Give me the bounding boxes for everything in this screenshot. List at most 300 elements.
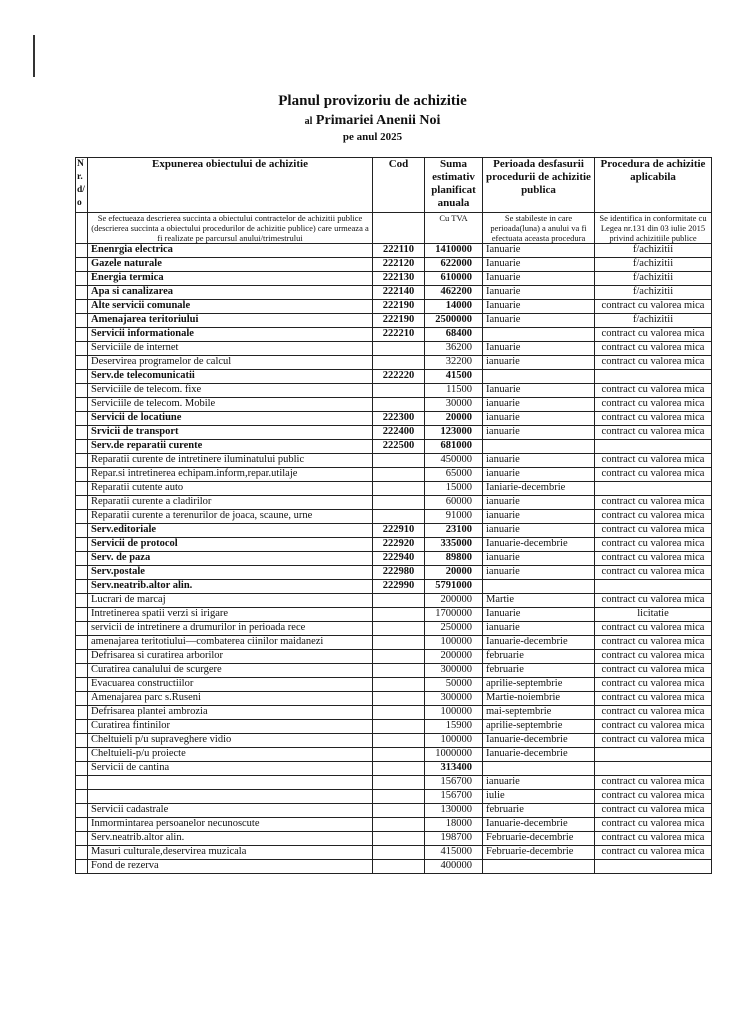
table-row xyxy=(76,342,712,356)
suma-cell: 41500 xyxy=(425,370,483,384)
cod-cell xyxy=(373,510,425,524)
suma-cell: 462200 xyxy=(425,286,483,300)
perioada-cell: Ianuarie xyxy=(483,286,595,300)
perioada-cell: Ianuarie-decembrie xyxy=(483,748,595,762)
cod-cell: 222500 xyxy=(373,440,425,454)
nr-cell xyxy=(76,398,88,412)
procedura-cell: contract cu valorea mica xyxy=(595,776,712,790)
item-name-cell: Defrisarea plantei ambrozia xyxy=(88,706,373,720)
procedura-cell: contract cu valorea mica xyxy=(595,524,712,538)
procedura-cell: f/achizitii xyxy=(595,314,712,328)
suma-cell: 622000 xyxy=(425,258,483,272)
nr-cell xyxy=(76,706,88,720)
procedura-cell xyxy=(595,440,712,454)
table-row xyxy=(76,496,712,510)
cod-cell xyxy=(373,454,425,468)
table-row xyxy=(76,314,712,328)
nr-cell xyxy=(76,426,88,440)
table-row xyxy=(76,608,712,622)
perioada-cell: ianuarie xyxy=(483,426,595,440)
perioada-cell: ianuarie xyxy=(483,356,595,370)
suma-cell: 200000 xyxy=(425,650,483,664)
nr-cell xyxy=(76,454,88,468)
nr-cell xyxy=(76,370,88,384)
table-row xyxy=(76,566,712,580)
table-row xyxy=(76,356,712,370)
item-name-cell: Amenajarea teritoriului xyxy=(88,314,373,328)
suma-cell: 30000 xyxy=(425,398,483,412)
procedura-cell: contract cu valorea mica xyxy=(595,678,712,692)
item-name-cell: Servicii informationale xyxy=(88,328,373,342)
suma-cell: 335000 xyxy=(425,538,483,552)
table-row xyxy=(76,706,712,720)
item-name-cell: Curatirea canalului de scurgere xyxy=(88,664,373,678)
cod-cell xyxy=(373,664,425,678)
perioada-cell xyxy=(483,762,595,776)
cod-cell: 222130 xyxy=(373,272,425,286)
suma-cell: 100000 xyxy=(425,734,483,748)
table-row xyxy=(76,286,712,300)
item-name-cell: Gazele naturale xyxy=(88,258,373,272)
table-row xyxy=(76,398,712,412)
perioada-cell: ianuarie xyxy=(483,524,595,538)
suma-cell: 11500 xyxy=(425,384,483,398)
nr-cell xyxy=(76,776,88,790)
table-row xyxy=(76,594,712,608)
desc-nr xyxy=(76,213,88,244)
suma-cell: 60000 xyxy=(425,496,483,510)
suma-cell: 681000 xyxy=(425,440,483,454)
nr-cell xyxy=(76,272,88,286)
suma-cell: 123000 xyxy=(425,426,483,440)
perioada-cell: ianuarie xyxy=(483,566,595,580)
procedura-cell: contract cu valorea mica xyxy=(595,538,712,552)
procedura-cell: licitatie xyxy=(595,608,712,622)
procedura-cell xyxy=(595,580,712,594)
nr-cell xyxy=(76,496,88,510)
item-name-cell: Serv.de telecomunicatii xyxy=(88,370,373,384)
suma-cell: 450000 xyxy=(425,454,483,468)
procedura-cell: f/achizitii xyxy=(595,258,712,272)
cod-cell: 222220 xyxy=(373,370,425,384)
document-year: pe anul 2025 xyxy=(342,131,403,143)
nr-cell xyxy=(76,580,88,594)
table-row xyxy=(76,482,712,496)
procedura-cell: contract cu valorea mica xyxy=(595,300,712,314)
item-name-cell: Amenajarea parc s.Ruseni xyxy=(88,692,373,706)
perioada-cell xyxy=(483,580,595,594)
cod-cell xyxy=(373,846,425,860)
suma-cell: 20000 xyxy=(425,566,483,580)
nr-cell xyxy=(76,650,88,664)
perioada-cell: ianuarie xyxy=(483,398,595,412)
nr-cell xyxy=(76,748,88,762)
item-name-cell: amenajarea teritotiului—combaterea ciinilor maidanezi xyxy=(88,636,373,650)
procedura-cell: contract cu valorea mica xyxy=(595,342,712,356)
nr-cell xyxy=(76,412,88,426)
cod-cell xyxy=(373,734,425,748)
procedura-cell: contract cu valorea mica xyxy=(595,692,712,706)
procedura-cell: contract cu valorea mica xyxy=(595,846,712,860)
item-name-cell: Serv.editoriale xyxy=(88,524,373,538)
perioada-cell: ianuarie xyxy=(483,496,595,510)
perioada-cell: Ianuarie xyxy=(483,342,595,356)
procedura-cell: contract cu valorea mica xyxy=(595,426,712,440)
cod-cell: 222980 xyxy=(373,566,425,580)
table-row xyxy=(76,804,712,818)
perioada-cell: Ianuarie xyxy=(483,314,595,328)
procedura-cell: contract cu valorea mica xyxy=(595,650,712,664)
perioada-cell: ianuarie xyxy=(483,552,595,566)
header-row xyxy=(76,158,712,213)
cod-cell xyxy=(373,398,425,412)
nr-cell xyxy=(76,678,88,692)
suma-cell: 68400 xyxy=(425,328,483,342)
suma-cell: 2500000 xyxy=(425,314,483,328)
desc-suma: Cu TVA xyxy=(425,213,483,244)
suma-cell: 91000 xyxy=(425,510,483,524)
item-name-cell: Srvicii de transport xyxy=(88,426,373,440)
item-name-cell: Serv.postale xyxy=(88,566,373,580)
table-row xyxy=(76,664,712,678)
procedura-cell: contract cu valorea mica xyxy=(595,454,712,468)
table-row xyxy=(76,384,712,398)
nr-cell xyxy=(76,510,88,524)
procedura-cell: f/achizitii xyxy=(595,244,712,258)
cod-cell: 222990 xyxy=(373,580,425,594)
table-row xyxy=(76,328,712,342)
nr-cell xyxy=(76,314,88,328)
perioada-cell xyxy=(483,370,595,384)
cod-cell xyxy=(373,832,425,846)
suma-cell: 156700 xyxy=(425,776,483,790)
item-name-cell: Defrisarea si curatirea arborilor xyxy=(88,650,373,664)
suma-cell: 400000 xyxy=(425,860,483,874)
cod-cell xyxy=(373,762,425,776)
suma-cell: 250000 xyxy=(425,622,483,636)
table-row xyxy=(76,846,712,860)
nr-cell xyxy=(76,790,88,804)
perioada-cell: Ianuarie-decembrie xyxy=(483,818,595,832)
nr-cell xyxy=(76,328,88,342)
perioada-cell: ianuarie xyxy=(483,412,595,426)
cod-cell xyxy=(373,496,425,510)
table-row xyxy=(76,426,712,440)
item-name-cell: Apa si canalizarea xyxy=(88,286,373,300)
suma-cell: 36200 xyxy=(425,342,483,356)
procedura-cell: contract cu valorea mica xyxy=(595,622,712,636)
procedura-cell xyxy=(595,762,712,776)
perioada-cell: februarie xyxy=(483,804,595,818)
document-title: Planul provizoriu de achizitie xyxy=(278,93,467,109)
table-row xyxy=(76,468,712,482)
item-name-cell: Serviciile de telecom. Mobile xyxy=(88,398,373,412)
nr-cell xyxy=(76,692,88,706)
table-row xyxy=(76,790,712,804)
nr-cell xyxy=(76,622,88,636)
procedura-cell: contract cu valorea mica xyxy=(595,468,712,482)
suma-cell: 5791000 xyxy=(425,580,483,594)
procedura-cell xyxy=(595,860,712,874)
table-row xyxy=(76,552,712,566)
cod-cell: 222120 xyxy=(373,258,425,272)
nr-cell xyxy=(76,566,88,580)
suma-cell: 610000 xyxy=(425,272,483,286)
suma-cell: 300000 xyxy=(425,664,483,678)
table-row xyxy=(76,524,712,538)
perioada-cell: aprilie-septembrie xyxy=(483,720,595,734)
table-row xyxy=(76,776,712,790)
nr-cell xyxy=(76,286,88,300)
nr-cell xyxy=(76,342,88,356)
item-name-cell: Inmormintarea persoanelor necunoscute xyxy=(88,818,373,832)
cod-cell xyxy=(373,818,425,832)
nr-cell xyxy=(76,524,88,538)
nr-cell xyxy=(76,636,88,650)
header-obiect: Expunerea obiectului de achizitie xyxy=(88,158,373,213)
cod-cell xyxy=(373,678,425,692)
procedura-cell: f/achizitii xyxy=(595,286,712,300)
scan-edge-mark xyxy=(33,35,35,77)
item-name-cell: Alte servicii comunale xyxy=(88,300,373,314)
table-row xyxy=(76,412,712,426)
item-name-cell: Servicii de locatiune xyxy=(88,412,373,426)
procedura-cell: contract cu valorea mica xyxy=(595,664,712,678)
procedura-cell: contract cu valorea mica xyxy=(595,790,712,804)
suma-cell: 300000 xyxy=(425,692,483,706)
table-row xyxy=(76,272,712,286)
item-name-cell: Enenrgia electrica xyxy=(88,244,373,258)
perioada-cell: Ianuarie xyxy=(483,244,595,258)
nr-cell xyxy=(76,846,88,860)
table-row xyxy=(76,748,712,762)
nr-cell xyxy=(76,594,88,608)
procedura-cell: contract cu valorea mica xyxy=(595,594,712,608)
description-row xyxy=(76,213,712,244)
procedura-cell: contract cu valorea mica xyxy=(595,398,712,412)
suma-cell: 1700000 xyxy=(425,608,483,622)
item-name-cell: Reparatii curente a cladirilor xyxy=(88,496,373,510)
perioada-cell: Ianuarie xyxy=(483,384,595,398)
item-name-cell: Servicii cadastrale xyxy=(88,804,373,818)
item-name-cell: Cheltuieli p/u supraveghere vidio xyxy=(88,734,373,748)
item-name-cell: Fond de rezerva xyxy=(88,860,373,874)
perioada-cell: Ianuarie xyxy=(483,608,595,622)
suma-cell: 20000 xyxy=(425,412,483,426)
nr-cell xyxy=(76,734,88,748)
nr-cell xyxy=(76,804,88,818)
nr-cell xyxy=(76,552,88,566)
header-suma: Suma estimativ planificat anuala xyxy=(425,158,483,213)
nr-cell xyxy=(76,818,88,832)
perioada-cell: mai-septembrie xyxy=(483,706,595,720)
suma-cell: 15000 xyxy=(425,482,483,496)
item-name-cell: Curatirea fintinilor xyxy=(88,720,373,734)
procedura-cell xyxy=(595,482,712,496)
item-name-cell: Serv. de paza xyxy=(88,552,373,566)
item-name-cell: Serv.neatrib.altor alin. xyxy=(88,832,373,846)
procedura-cell: contract cu valorea mica xyxy=(595,328,712,342)
table-body xyxy=(76,244,712,874)
suma-cell: 15900 xyxy=(425,720,483,734)
institution-name: Primariei Anenii Noi xyxy=(315,113,441,128)
procedura-cell: contract cu valorea mica xyxy=(595,720,712,734)
item-name-cell: Repar.si intretinerea echipam.inform,repar.utilaje xyxy=(88,468,373,482)
suma-cell: 14000 xyxy=(425,300,483,314)
nr-cell xyxy=(76,258,88,272)
suma-cell: 65000 xyxy=(425,468,483,482)
table-row xyxy=(76,678,712,692)
desc-obiect: Se efectueaza descrierea succinta a obiectului contractelor de achizitii publice (descrierea succinta a obiectului procedurilor de achizitie publice) care urmeaza a fi realizate pe parcursul anului/trimestrului xyxy=(88,213,373,244)
procurement-table xyxy=(75,157,712,874)
perioada-cell: februarie xyxy=(483,650,595,664)
perioada-cell: Ianuarie-decembrie xyxy=(483,636,595,650)
cod-cell: 222400 xyxy=(373,426,425,440)
item-name-cell: Serviciile de telecom. fixe xyxy=(88,384,373,398)
cod-cell xyxy=(373,356,425,370)
item-name-cell: Evacuarea constructiilor xyxy=(88,678,373,692)
perioada-cell: ianuarie xyxy=(483,454,595,468)
table-row xyxy=(76,370,712,384)
table-row xyxy=(76,538,712,552)
cod-cell: 222910 xyxy=(373,524,425,538)
perioada-cell: Ianiarie-decembrie xyxy=(483,482,595,496)
desc-perioada: Se stabileste in care perioada(luna) a anului va fi efectuata aceasta procedura xyxy=(483,213,595,244)
item-name-cell: Servicii de protocol xyxy=(88,538,373,552)
item-name-cell: Lucrari de marcaj xyxy=(88,594,373,608)
table-row xyxy=(76,454,712,468)
table-row xyxy=(76,734,712,748)
table-row xyxy=(76,762,712,776)
item-name-cell: Reparatii curente a terenurilor de joaca, scaune, urne xyxy=(88,510,373,524)
item-name-cell: Cheltuieli-p/u proiecte xyxy=(88,748,373,762)
item-name-cell: Serv.de reparatii curente xyxy=(88,440,373,454)
nr-cell xyxy=(76,244,88,258)
cod-cell xyxy=(373,692,425,706)
procedura-cell: contract cu valorea mica xyxy=(595,384,712,398)
suma-cell: 89800 xyxy=(425,552,483,566)
nr-cell xyxy=(76,832,88,846)
perioada-cell: iulie xyxy=(483,790,595,804)
suma-cell: 198700 xyxy=(425,832,483,846)
procedura-cell: contract cu valorea mica xyxy=(595,832,712,846)
suma-cell: 18000 xyxy=(425,818,483,832)
cod-cell: 222110 xyxy=(373,244,425,258)
cod-cell xyxy=(373,636,425,650)
procedura-cell: contract cu valorea mica xyxy=(595,566,712,580)
procedura-cell: contract cu valorea mica xyxy=(595,356,712,370)
suma-cell: 156700 xyxy=(425,790,483,804)
procedura-cell: contract cu valorea mica xyxy=(595,804,712,818)
item-name-cell: Masuri culturale,deservirea muzicala xyxy=(88,846,373,860)
table-row xyxy=(76,258,712,272)
cod-cell xyxy=(373,804,425,818)
desc-procedura: Se identifica in conformitate cu Legea nr.131 din 03 iulie 2015 privind achizitiile publice xyxy=(595,213,712,244)
suma-cell: 1410000 xyxy=(425,244,483,258)
suma-cell: 200000 xyxy=(425,594,483,608)
cod-cell xyxy=(373,650,425,664)
perioada-cell: Ianuarie-decembrie xyxy=(483,734,595,748)
cod-cell xyxy=(373,776,425,790)
nr-cell xyxy=(76,762,88,776)
perioada-cell: Ianuarie xyxy=(483,258,595,272)
cod-cell xyxy=(373,622,425,636)
suma-cell: 23100 xyxy=(425,524,483,538)
table-row xyxy=(76,650,712,664)
cod-cell xyxy=(373,384,425,398)
desc-cod xyxy=(373,213,425,244)
procedura-cell: contract cu valorea mica xyxy=(595,496,712,510)
header-nr: N r. d/ o xyxy=(76,158,88,213)
procedura-cell: contract cu valorea mica xyxy=(595,706,712,720)
nr-cell xyxy=(76,860,88,874)
item-name-cell: Servicii de cantina xyxy=(88,762,373,776)
table-row xyxy=(76,818,712,832)
nr-cell xyxy=(76,300,88,314)
cod-cell: 222210 xyxy=(373,328,425,342)
table-row xyxy=(76,300,712,314)
item-name-cell: Intretinerea spatii verzi si irigare xyxy=(88,608,373,622)
perioada-cell xyxy=(483,328,595,342)
cod-cell xyxy=(373,720,425,734)
procedura-cell: contract cu valorea mica xyxy=(595,636,712,650)
suma-cell: 100000 xyxy=(425,636,483,650)
nr-cell xyxy=(76,440,88,454)
cod-cell xyxy=(373,482,425,496)
cod-cell: 222190 xyxy=(373,300,425,314)
cod-cell xyxy=(373,790,425,804)
document-subtitle xyxy=(0,113,745,129)
item-name-cell: Deservirea programelor de calcul xyxy=(88,356,373,370)
table-row xyxy=(76,440,712,454)
nr-cell xyxy=(76,384,88,398)
cod-cell: 222190 xyxy=(373,314,425,328)
perioada-cell xyxy=(483,440,595,454)
nr-cell xyxy=(76,538,88,552)
cod-cell xyxy=(373,468,425,482)
perioada-cell: Februarie-decembrie xyxy=(483,832,595,846)
perioada-cell: ianuarie xyxy=(483,510,595,524)
item-name-cell: Serv.neatrib.altor alin. xyxy=(88,580,373,594)
procedura-cell: contract cu valorea mica xyxy=(595,412,712,426)
procedura-cell xyxy=(595,370,712,384)
procedura-cell: contract cu valorea mica xyxy=(595,552,712,566)
cod-cell: 222940 xyxy=(373,552,425,566)
perioada-cell: Ianuarie-decembrie xyxy=(483,538,595,552)
table-row xyxy=(76,510,712,524)
procedura-cell: contract cu valorea mica xyxy=(595,818,712,832)
cod-cell xyxy=(373,860,425,874)
cod-cell xyxy=(373,594,425,608)
suma-cell: 1000000 xyxy=(425,748,483,762)
suma-cell: 130000 xyxy=(425,804,483,818)
header-cod: Cod xyxy=(373,158,425,213)
procedura-cell xyxy=(595,748,712,762)
suma-cell: 415000 xyxy=(425,846,483,860)
perioada-cell: Ianuarie xyxy=(483,300,595,314)
subtitle-prefix: al xyxy=(304,116,313,127)
perioada-cell: Ianuarie xyxy=(483,272,595,286)
nr-cell xyxy=(76,664,88,678)
cod-cell: 222300 xyxy=(373,412,425,426)
perioada-cell: aprilie-septembrie xyxy=(483,678,595,692)
nr-cell xyxy=(76,720,88,734)
procedura-cell: contract cu valorea mica xyxy=(595,734,712,748)
perioada-cell: februarie xyxy=(483,664,595,678)
item-name-cell: Serviciile de internet xyxy=(88,342,373,356)
table-row xyxy=(76,860,712,874)
cod-cell xyxy=(373,706,425,720)
